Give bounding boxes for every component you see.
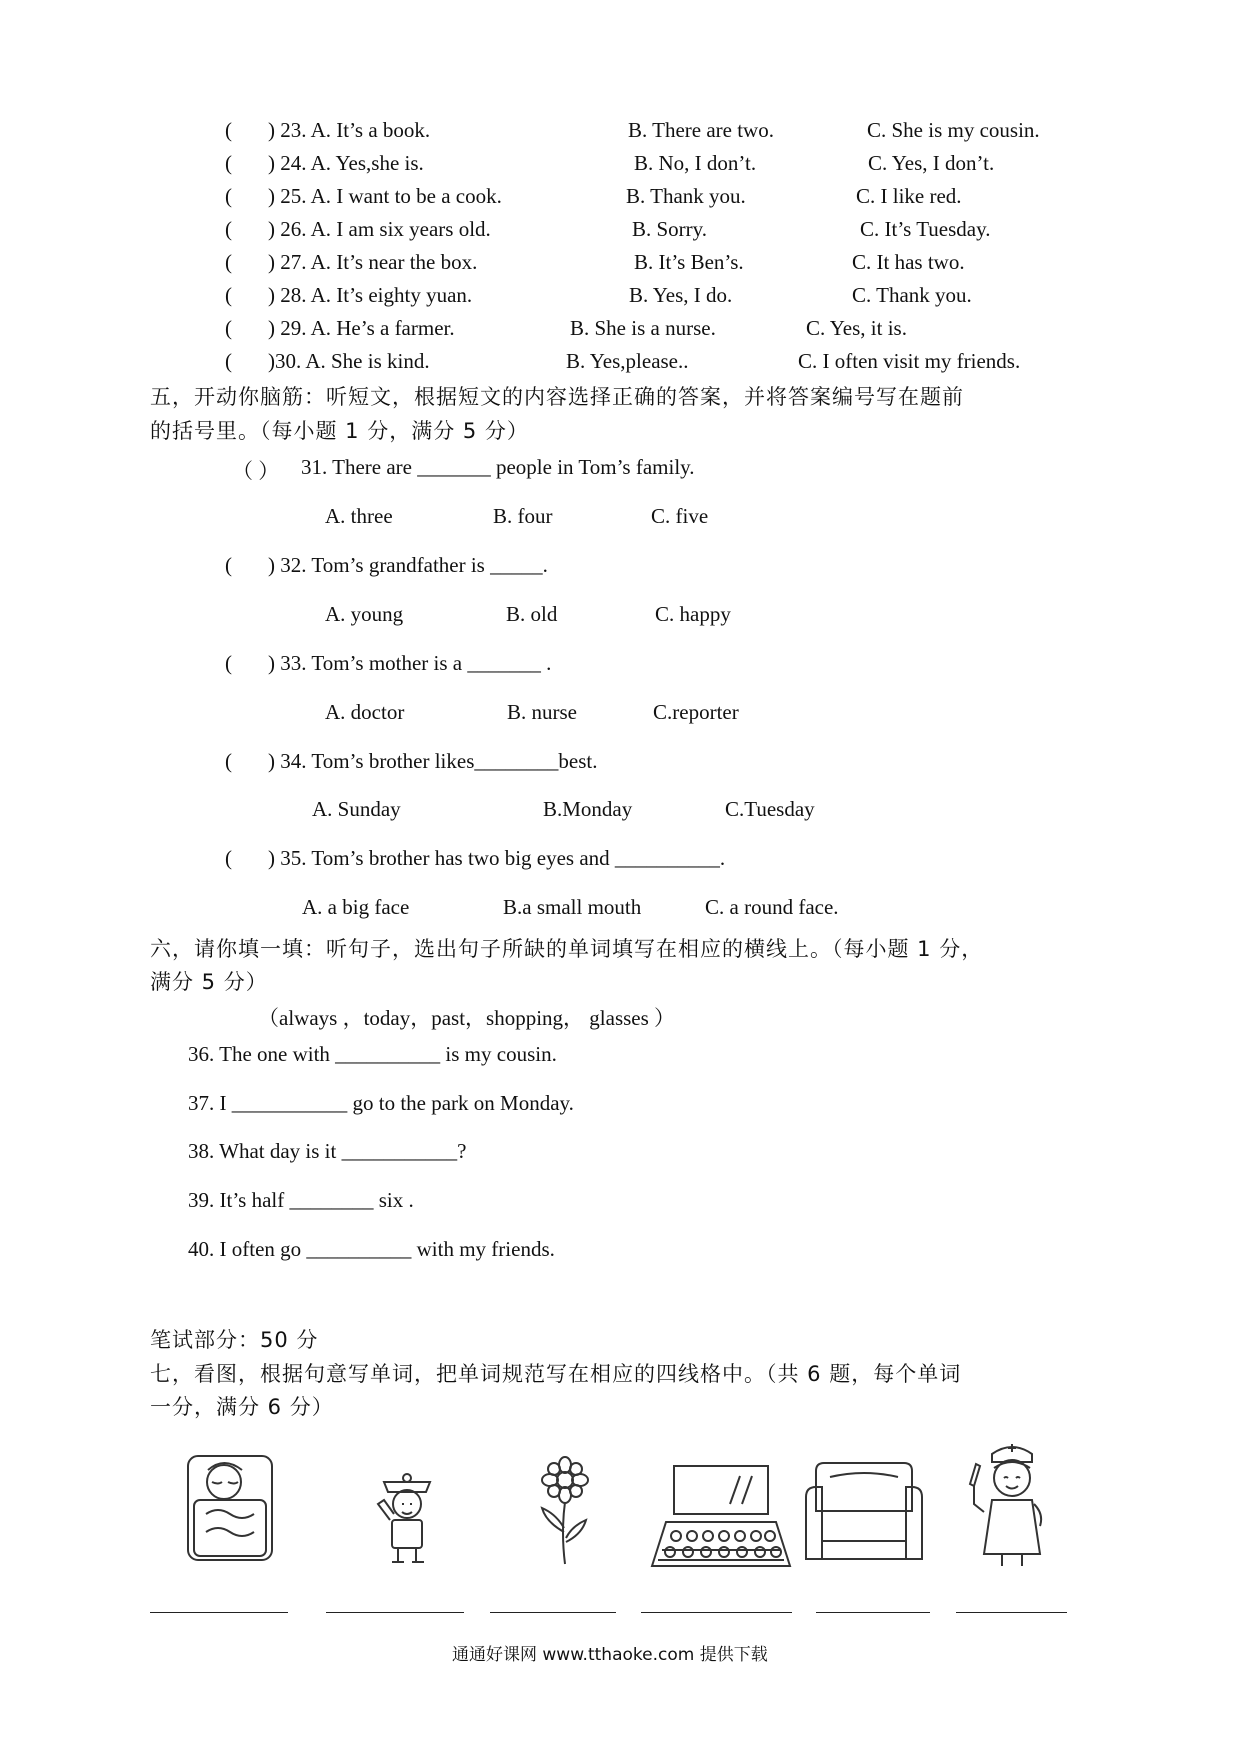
answer-blank-4[interactable] [641,1612,792,1614]
question-33-option-c: C.reporter [653,700,739,724]
word-bank: （always ，today，past，shopping， glasses ） [258,1006,676,1030]
question-23-option-a: ) 23. A. It’s a book. [268,118,431,142]
answer-paren: ( [225,184,232,208]
answer-paren: ( [225,217,232,241]
question-25-option-c: C. I like red. [856,184,962,208]
question-26-option-b: B. Sorry. [632,217,708,241]
part7-heading-cont: 一分，满分 6 分） [150,1395,334,1419]
question-31-option-b: B. four [493,504,553,528]
answer-blank-3[interactable] [490,1612,616,1614]
answer-paren: ( [225,846,232,870]
question-32-option-a: A. young [325,602,404,626]
answer-blank-5[interactable] [816,1612,930,1614]
question-33-option-a: A. doctor [325,700,405,724]
question-24-option-b: B. No, I don’t. [634,151,757,175]
answer-paren: ( [225,349,232,373]
sentence-40: 40. I often go __________ with my friends. [188,1237,555,1261]
question-34-option-a: A. Sunday [312,797,401,821]
part6-heading: 六，请你填一填：听句子，选出句子所缺的单词填写在相应的横线上。（每小题 1 分， [150,937,984,961]
question-24-option-c: C. Yes, I don’t. [868,151,995,175]
sleeping-child-picture [182,1452,278,1564]
question-35: ) 35. Tom’s brother has two big eyes and __________. [268,846,726,870]
question-35-option-b: B.a small mouth [503,895,642,919]
answer-paren: ( [225,151,232,175]
question-25-option-b: B. Thank you. [626,184,746,208]
question-23-option-c: C. She is my cousin. [867,118,1040,142]
question-28-option-a: ) 28. A. It’s eighty yuan. [268,283,473,307]
cinema-picture [648,1462,794,1568]
question-25-option-a: ) 25. A. I want to be a cook. [268,184,502,208]
part6-heading-cont: 满分 5 分） [150,970,268,994]
question-35-option-c: C. a round face. [705,895,839,919]
question-31: 31. There are _______ people in Tom’s family. [301,455,695,479]
answer-paren: （ ） [232,459,280,483]
question-28-option-c: C. Thank you. [852,283,972,307]
question-30-option-b: B. Yes,please.. [566,349,689,373]
question-29-option-b: B. She is a nurse. [570,316,716,340]
question-27-option-a: ) 27. A. It’s near the box. [268,250,478,274]
question-32-option-b: B. old [506,602,558,626]
question-34-option-c: C.Tuesday [725,797,815,821]
nurse-picture [962,1438,1062,1568]
answer-paren: ( [225,749,232,773]
question-26-option-a: ) 26. A. I am six years old. [268,217,491,241]
question-33-option-b: B. nurse [507,700,577,724]
question-34-option-b: B.Monday [543,797,633,821]
police-officer-picture [362,1462,452,1566]
question-27-option-c: C. It has two. [852,250,965,274]
flower-picture [528,1456,602,1568]
answer-paren: ( [225,250,232,274]
sentence-37: 37. I ___________ go to the park on Monday. [188,1091,574,1115]
part5-heading-cont: 的括号里。（每小题 1 分，满分 5 分） [150,419,529,443]
sentence-39: 39. It’s half ________ six . [188,1188,414,1212]
answer-paren: ( [225,283,232,307]
answer-blank-2[interactable] [326,1612,464,1614]
answer-paren: ( [225,118,232,142]
footer-source: 通通好课网 www.tthaoke.com 提供下载 [452,1645,768,1665]
sentence-38: 38. What day is it ___________? [188,1139,467,1163]
question-33: ) 33. Tom’s mother is a _______ . [268,651,552,675]
armchair-picture [800,1457,928,1567]
question-30-option-a: )30. A. She is kind. [268,349,430,373]
question-29-option-c: C. Yes, it is. [806,316,907,340]
answer-paren: ( [225,553,232,577]
written-score: 笔试部分：50 分 [150,1328,319,1352]
answer-blank-6[interactable] [956,1612,1067,1614]
question-31-option-a: A. three [325,504,393,528]
answer-paren: ( [225,651,232,675]
question-27-option-b: B. It’s Ben’s. [634,250,744,274]
part5-heading: 五，开动你脑筋：听短文，根据短文的内容选择正确的答案，并将答案编号写在题前 [150,385,964,409]
question-26-option-c: C. It’s Tuesday. [860,217,991,241]
question-32: ) 32. Tom’s grandfather is _____. [268,553,548,577]
part7-heading: 七，看图，根据句意写单词，把单词规范写在相应的四线格中。（共 6 题，每个单词 [150,1362,962,1386]
answer-blank-1[interactable] [150,1612,288,1614]
question-34: ) 34. Tom’s brother likes________best. [268,749,598,773]
question-24-option-a: ) 24. A. Yes,she is. [268,151,424,175]
question-35-option-a: A. a big face [302,895,410,919]
question-23-option-b: B. There are two. [628,118,774,142]
sentence-36: 36. The one with __________ is my cousin. [188,1042,557,1066]
question-30-option-c: C. I often visit my friends. [798,349,1021,373]
question-31-option-c: C. five [651,504,709,528]
question-32-option-c: C. happy [655,602,731,626]
answer-paren: ( [225,316,232,340]
question-28-option-b: B. Yes, I do. [629,283,733,307]
question-29-option-a: ) 29. A. He’s a farmer. [268,316,455,340]
